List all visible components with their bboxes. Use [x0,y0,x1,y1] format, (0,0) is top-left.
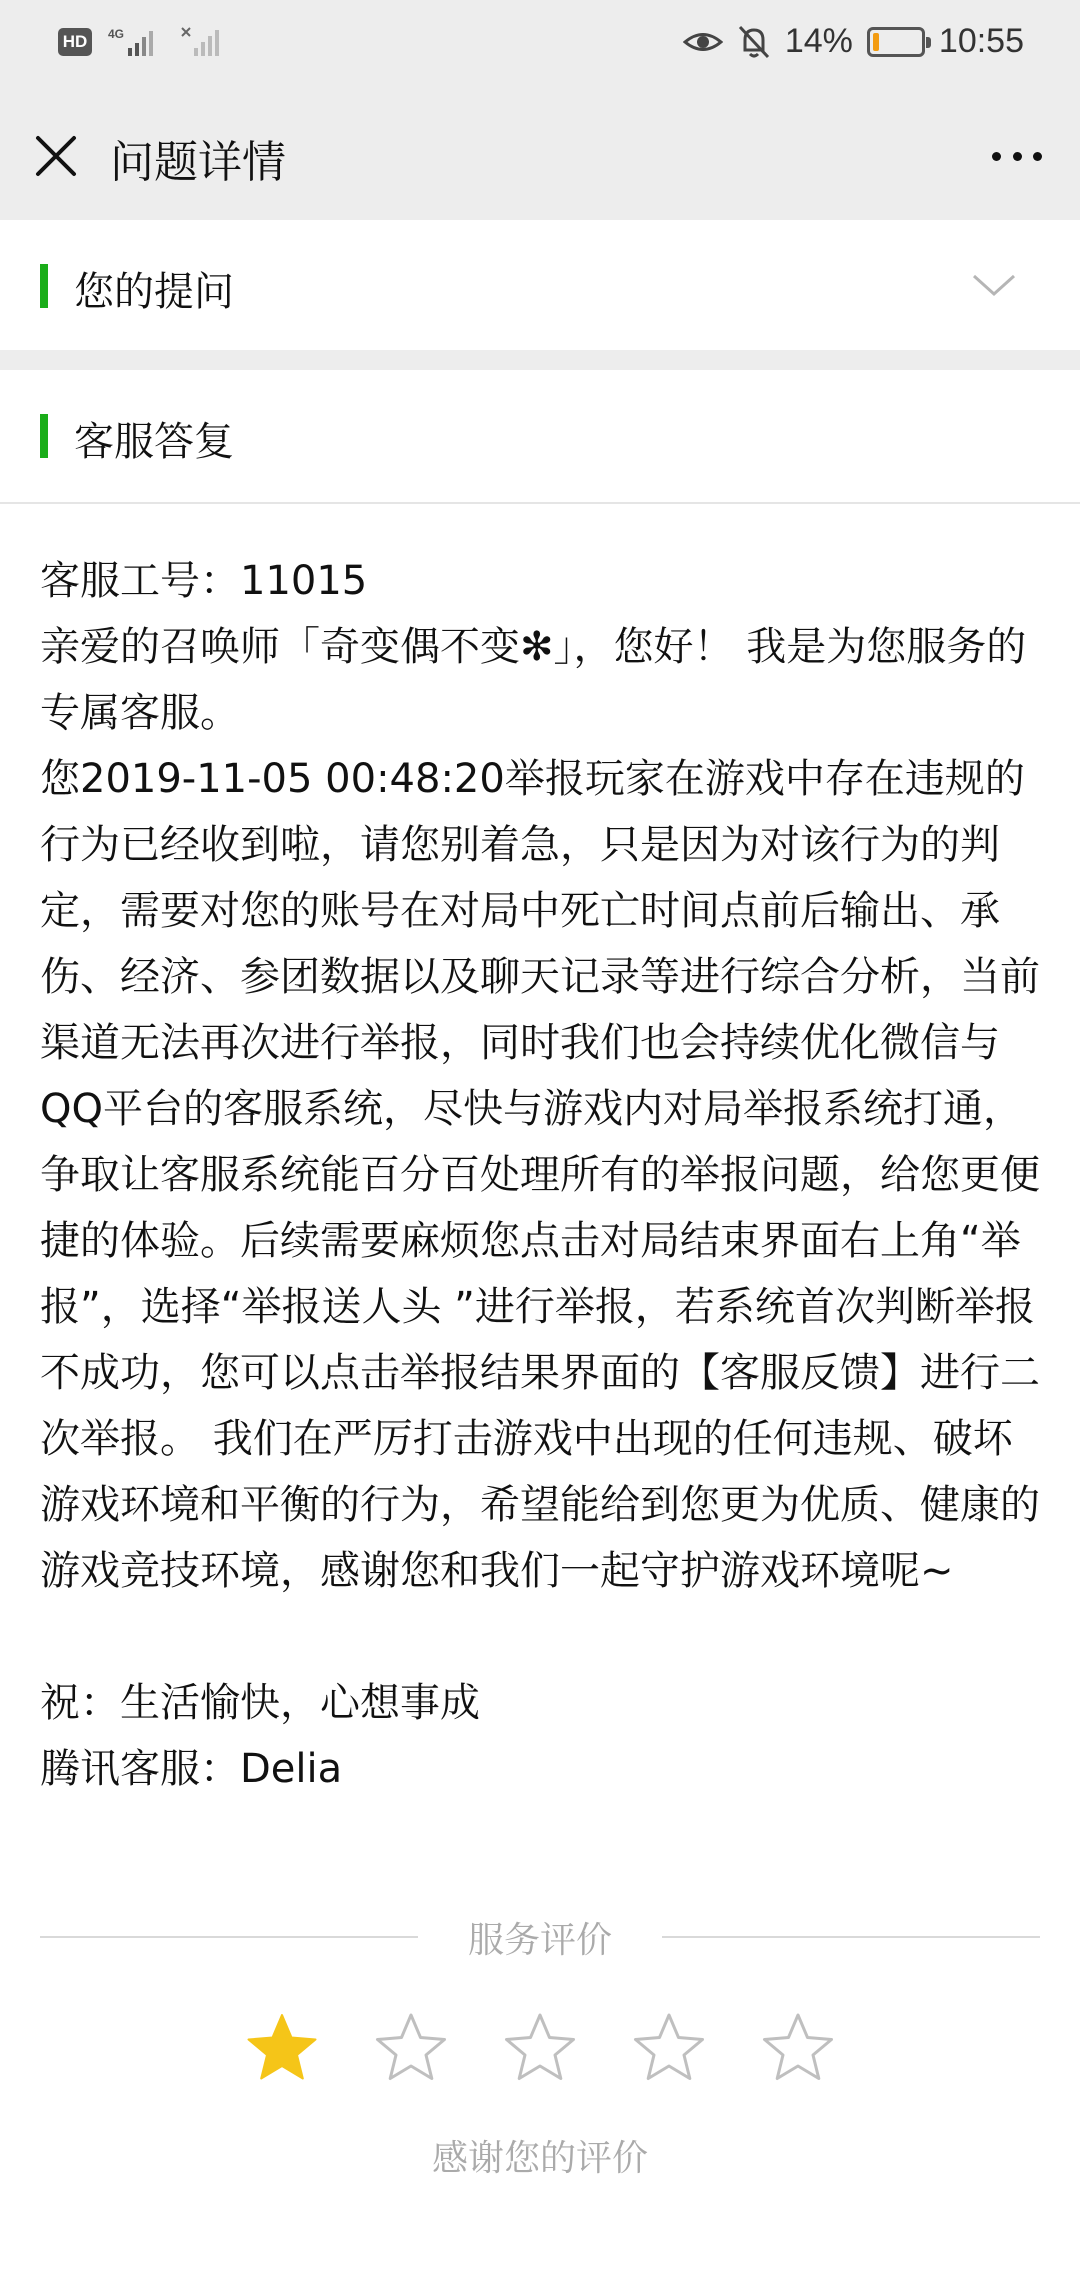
hd-badge: HD [58,28,92,56]
agent-id: 客服工号：11015 [40,558,368,604]
section-divider [0,350,1080,370]
reply-section-label: 客服答复 [74,419,234,465]
more-options-button[interactable] [982,128,1052,184]
rating-divider-right [662,1936,1040,1938]
mute-bell-icon [737,24,771,60]
more-dot-icon [1013,152,1022,161]
svg-text:4G: 4G [108,27,125,41]
accent-bar [40,264,48,308]
title-bar [0,92,1080,220]
star-button[interactable] [373,2010,449,2086]
question-section-label: 您的提问 [74,269,234,315]
star-filled-icon [244,2010,320,2086]
reply-section-header [0,370,1080,500]
signal-icon [106,26,166,58]
close-icon [28,128,84,184]
more-dot-icon [992,152,1001,161]
closing-wish: 祝：生活愉快，心想事成 [40,1680,480,1726]
accent-bar [40,414,48,458]
rating-thanks: 感谢您的评价 [431,2138,648,2179]
star-button[interactable] [631,2010,707,2086]
star-outline-icon [760,2010,836,2086]
paragraph-gap [40,1604,1045,1670]
answer-content [40,548,1045,1802]
signal-no-service-icon [180,26,224,58]
signature: 腾讯客服：Delia [40,1746,343,1792]
answer-body: 您2019-11-05 00:48:20举报玩家在游戏中存在违规的行为已经收到啦，请您别着急，只是因为对该行为的判定，需要对您的账号在对局中死亡时间点前后输出、承伤、经济、参团数据以及聊天记录等进行综合分析，当前渠道无法再次进行举报，同时我们也会持续优化微信与QQ平台的客服系统，尽快与游戏内对局举报系统打通，争取让客服系统能百分百处理所有的举报问题，给您更便捷的体验。后续需要麻烦您点击对局结束界面右上角“举报”，选择“举报送人头 ”进行举报，若系统首次判断举报不成功，您可以点击举报结果界面的【客服反馈】进行二次举报。 我们在严厉打击游戏中出现的任何违规、破坏游戏环境和平衡的行为，希望能给到您更为优质、健康的游戏竞技环境，感谢您和我们一起守护游戏环境呢~ [40,756,1040,1594]
chevron-down-icon [970,262,1018,310]
status-right [683,22,1024,61]
header-divider [0,502,1080,504]
clock: 10:55 [938,22,1024,60]
star-button[interactable] [760,2010,836,2086]
status-bar [0,0,1080,92]
rating-title: 服务评价 [467,1920,612,1961]
battery-percent: 14% [784,22,853,60]
battery-level [873,33,879,51]
close-button[interactable] [28,128,84,184]
greeting: 亲爱的召唤师「奇变偶不变✻」，您好！ 我是为您服务的专属客服。 [40,624,1027,736]
star-button[interactable] [244,2010,320,2086]
star-outline-icon [631,2010,707,2086]
star-rating [244,2010,836,2086]
star-button[interactable] [502,2010,578,2086]
star-outline-icon [502,2010,578,2086]
question-section-toggle[interactable] [0,220,1080,350]
rating-header [40,1906,1040,1966]
battery-icon [867,27,925,57]
eye-comfort-icon [683,27,723,57]
page-title: 问题详情 [110,137,286,188]
star-outline-icon [373,2010,449,2086]
status-left [58,26,224,58]
more-dot-icon [1033,152,1042,161]
